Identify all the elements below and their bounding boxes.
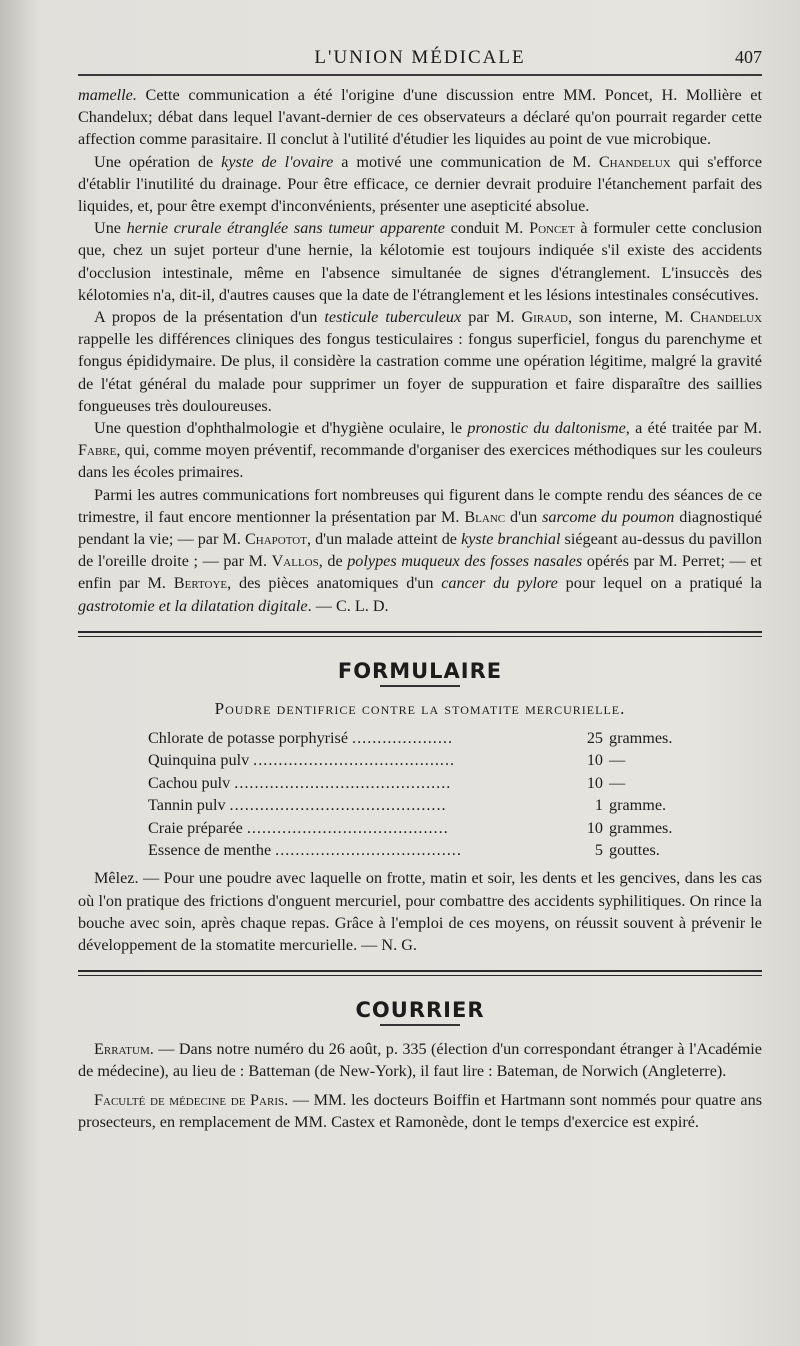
ingredient-row [148,727,693,749]
ingredient-row [148,772,693,794]
ingredient-row [148,749,693,771]
recipe-title: Poudre dentifrice contre la stomatite mercurielle. [214,698,626,718]
leader-dots: ........................................ [246,818,449,837]
author-name: Poncet [529,219,575,238]
formulaire-heading: FORMULAIRE [337,658,503,683]
leader-dots: ........................................... [229,796,447,815]
text-run: , d'un malade atteint de [306,530,462,549]
ingredient-name: Tannin pulv [148,796,226,815]
ingredient-name: Cachou pulv [148,773,231,792]
leader-dots: ..................................... [275,840,462,859]
paragraph-hernie [78,217,762,306]
erratum-paragraph [78,1038,762,1082]
ingredient-unit: gramme. [609,796,667,815]
paragraph-mamelle [78,84,762,151]
text-run: par M. [461,308,522,327]
ingredient-quantity: 10 [586,818,603,837]
ingredient-unit: grammes. [609,728,673,747]
text-run: A propos de la présentation d'un [94,308,325,327]
paragraph-kyste-ovaire [78,151,762,218]
ingredient-quantity: 5 [594,840,603,859]
ingredient-name: Craie préparée [148,818,243,837]
section-divider [78,631,762,637]
paragraph-daltonisme [78,417,762,484]
recipe-instructions: Mêlez. — Pour une poudre avec laquelle on frotte, matin et soir, les dents et les gencives, dans les cas où l'on pratique des frictions d'onguent mercuriel, pour combattre des accidents syphilitiques. On rince la bouche avec soin, après chaque repas. Grâce à l'emploi de ces moyens, on réussit souvent à prévenir le développement de la stomatite mercurielle. — N. G. [78,869,762,954]
text-run: — MM. les docteurs Boiffin et Hartmann sont nommés pour quatre ans prosecteurs, en remplacement de MM. Castex et Ramonède, dont le temps d'exercice est expiré. [78,1090,762,1131]
ingredient-row [148,794,693,816]
text-run: — Dans notre numéro du 26 août, p. 335 (élection d'un correspondant étranger à l'Académie de médecine), au lieu de : Batteman (de New-York), il faut lire : Bateman, de Norwich (Angleterre). [78,1040,762,1081]
ingredient-unit: gouttes. [609,840,660,859]
italic-term: hernie crurale étranglée sans tumeur apparente [126,219,445,238]
author-name: Vallos [271,552,319,571]
ingredient-row [148,839,693,861]
author-name: Bertoye [173,574,228,593]
author-name: Chandelux [690,308,763,327]
recipe-list [148,727,693,861]
text-run: Une question d'ophthalmologie et d'hygiène oculaire, le [94,419,468,438]
text-run: Cette communication a été l'origine d'une discussion entre MM. Poncet, H. Mollière et Chandelux; débat dans lequel l'avant-dernier de ces observateurs a déclaré qu'on pourrait regarder cette affection comme parasitaire. Il conclut à l'utilité d'étudier les liquides au point de vue microbique. [78,86,762,149]
erratum-label: Erratum. [94,1040,154,1059]
ingredient-quantity: 25 [586,728,603,747]
text-run: , son interne, M. [567,308,691,327]
author-name: Blanc [464,507,506,526]
italic-term: kyste branchial [461,530,561,549]
ingredient-unit: — [609,773,626,792]
ingredient-quantity: 10 [586,751,603,770]
text-run: , des pièces anatomiques d'un [227,574,442,593]
heading-underline [380,685,460,687]
text-run: , qui, comme moyen préventif, recommande d'organiser des exercices méthodiques sur les couleurs dans les écoles primaires. [78,441,762,482]
italic-term: testicule tuberculeux [324,308,462,327]
ingredient-name: Quinquina pulv [148,751,250,770]
text-run: pour lequel on a pratiqué la [557,574,762,593]
leader-dots: ........................................... [234,773,452,792]
faculte-label: Faculté de médecine de Paris. [94,1090,289,1109]
text-run: conduit M. [444,219,530,238]
text-run: rappelle les différences cliniques des fongus testiculaires : fongus superficiel, fongus du parenchyme et fongus épididymaire. De plus, il considère la castration comme une opération légitime, malgré la gravité de l'état général du malade pour supprimer un foyer de suppuration et faire disparaître des saillies fongueuses très douloureuses. [78,330,762,415]
page-header [78,40,762,70]
ingredient-unit: grammes. [609,818,673,837]
running-title: L'UNION MÉDICALE [314,47,526,68]
text-run: qui s'efforce d'établir l'inutilité du drainage. Pour être efficace, ce dernier devrait produire l'étanchement parfait des liquides, et, pour être exempt d'inconvénients, présenter une asepticité absolue. [78,152,763,216]
author-name: Giraud [521,308,568,327]
text-run: , a été traitée par M. [625,419,762,438]
page-number: 407 [735,47,762,67]
leader-dots: ........................................ [253,751,456,770]
text-run: d'un [505,507,543,526]
text-run: . — C. L. D. [307,596,389,615]
ingredient-quantity: 1 [594,796,603,815]
header-rule [78,74,762,76]
paragraph-testicule [78,306,762,417]
faculte-paragraph [78,1089,762,1133]
italic-term: pronostic du daltonisme [467,419,626,438]
ingredient-row [148,817,693,839]
text-run: opérés par M. Perret; — et enfin par M. [78,552,762,593]
italic-term: gastrotomie et la dilatation digitale [78,596,308,615]
text-run: Parmi les autres communications fort nombreuses qui figurent dans le compte rendu des séances de ce trimestre, il faut encore mentionner la présentation par M. [78,485,762,526]
italic-term: mamelle. [78,86,137,104]
text-run: siégeant au-dessus du pavillon de l'oreille droite ; — par M. [78,530,762,571]
ingredient-name: Essence de menthe [148,840,272,859]
text-run: à formuler cette conclusion que, chez un sujet porteur d'une hernie, la kélotomie est toujours indiquée s'il existe des accidents d'occlusion intestinale, même en l'absence simultanée de signes d'étranglement. L'insuccès des kélotomies n'a, dit-il, d'autres causes que la date de l'étranglement et les lésions intestinales consécutives. [78,219,763,304]
ingredient-quantity: 10 [586,773,603,792]
heading-underline [380,1024,460,1026]
author-name: Chapotot [245,530,307,549]
text-run: Une opération de [94,152,222,171]
ingredient-name: Chlorate de potasse porphyrisé [148,728,349,747]
italic-term: polypes muqueux des fosses nasales [347,552,583,571]
ingredient-unit: — [609,751,626,770]
courrier-heading: COURRIER [355,998,485,1023]
author-name: Chandelux [598,152,671,171]
author-name: Fabre [78,441,117,460]
text-run: a motivé une communication de M. [333,152,599,171]
text-run: diagnostiqué pendant la vie; — par M. [78,507,763,549]
text-run: Une [94,219,127,238]
section-divider [78,970,762,976]
text-run: , de [318,552,348,571]
paragraph-autres-communications [78,484,762,617]
leader-dots: .................... [352,728,453,747]
italic-term: cancer du pylore [441,574,558,593]
italic-term: sarcome du poumon [542,507,675,526]
italic-term: kyste de l'ovaire [221,152,334,171]
